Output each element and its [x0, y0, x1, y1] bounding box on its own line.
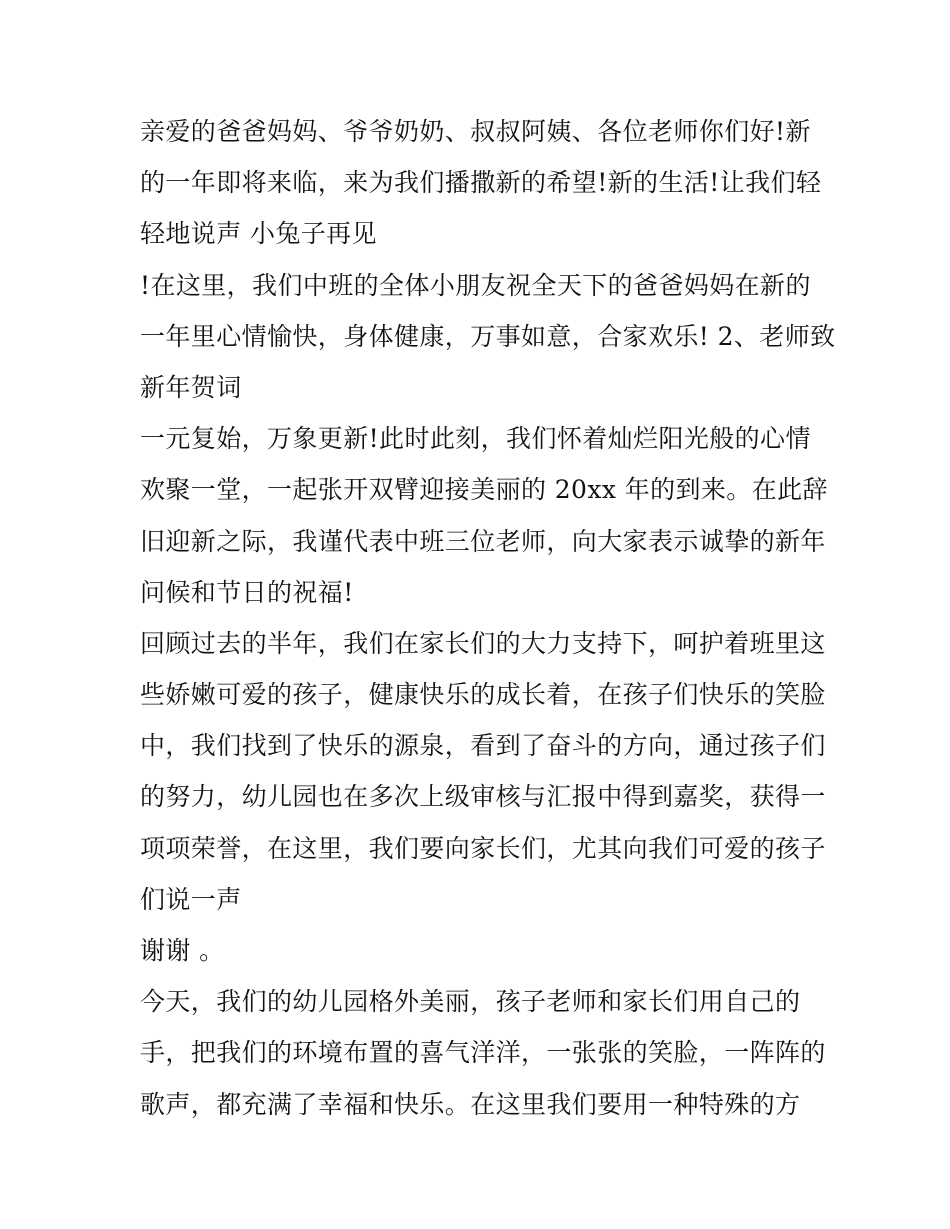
- text-line: !在这里，我们中班的全体小朋友祝全天下的爸爸妈妈在新的: [140, 270, 811, 300]
- text-line: 们说一声: [140, 884, 242, 914]
- text-line: 轻地说声 小兔子再见: [140, 219, 377, 249]
- text-line: 手，把我们的环境布置的喜气洋洋，一张张的笑脸，一阵阵的: [140, 1038, 826, 1068]
- text-line: 回顾过去的半年，我们在家长们的大力支持下，呵护着班里这: [140, 628, 826, 658]
- text-line: 亲爱的爸爸妈妈、爷爷奶奶、叔叔阿姨、各位老师你们好!新: [140, 117, 811, 146]
- text-line: 的努力，幼儿园也在多次上级审核与汇报中得到嘉奖，获得一: [140, 782, 826, 812]
- text-line: 新年贺词: [140, 372, 242, 402]
- text-line: 中，我们找到了快乐的源泉，看到了奋斗的方向，通过孩子们: [140, 731, 826, 761]
- text-line: 的一年即将来临，来为我们播撒新的希望!新的生活!让我们轻: [140, 168, 822, 198]
- text-line: 一年里心情愉快，身体健康，万事如意，合家欢乐! 2、老师致: [140, 321, 836, 351]
- text-line: 谢谢 。: [140, 936, 225, 965]
- text-line: 项项荣誉，在这里，我们要向家长们，尤其向我们可爱的孩子: [140, 833, 826, 863]
- text-line: 歌声，都充满了幸福和快乐。在这里我们要用一种特殊的方: [140, 1089, 801, 1119]
- text-line: 一元复始，万象更新!此时此刻，我们怀着灿烂阳光般的心情: [140, 424, 811, 454]
- text-line: 欢聚一堂，一起张开双臂迎接美丽的 20xx 年的到来。在此辞: [140, 475, 828, 505]
- text-line: 问候和节日的祝福!: [140, 577, 354, 607]
- text-line: 些娇嫩可爱的孩子，健康快乐的成长着，在孩子们快乐的笑脸: [140, 680, 826, 710]
- document-body: [140, 106, 840, 1130]
- text-line: 今天，我们的幼儿园格外美丽，孩子老师和家长们用自己的: [140, 987, 801, 1017]
- text-line: 旧迎新之际，我谨代表中班三位老师，向大家表示诚挚的新年: [140, 526, 826, 556]
